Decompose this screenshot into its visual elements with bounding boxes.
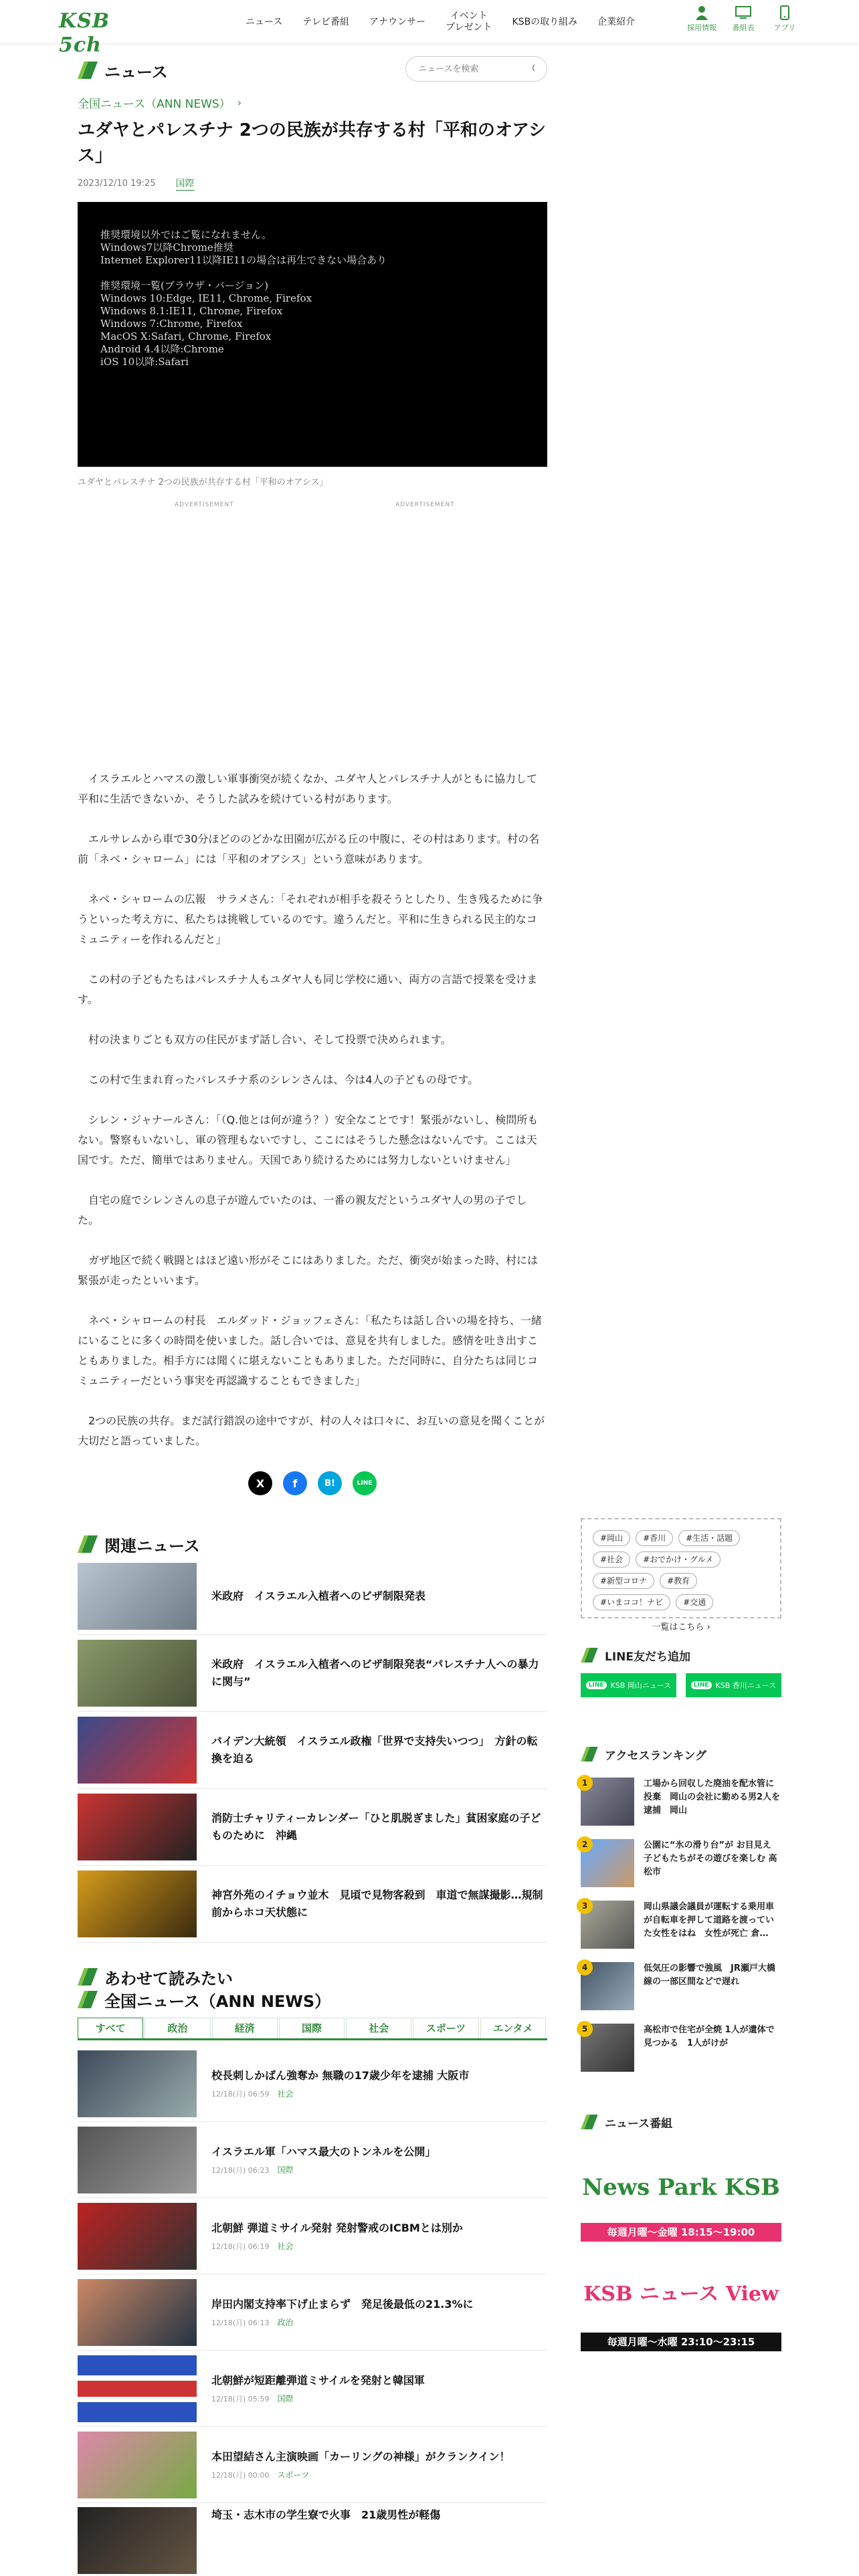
tab-economy[interactable]: 経済	[212, 2018, 278, 2038]
news-item-date: 12/18(月) 06:23	[211, 2166, 270, 2175]
ranking-item[interactable]	[581, 2024, 781, 2085]
also-read-title: あわせて読みたい	[104, 1969, 233, 1988]
tv-schedule-label: 番組表	[732, 23, 755, 32]
global-nav	[235, 0, 645, 44]
tags-more-link[interactable]	[593, 1620, 769, 1632]
tab-politics[interactable]: 政治	[145, 2018, 210, 2038]
paragraph: イスラエルとハマスの激しい軍事衝突が続くなか、ユダヤ人とパレスチナ人がともに協力して平和に生活できないか、そうした試みを続けている村があります。	[78, 772, 538, 805]
article-title: ユダヤとパレスチナ 2つの民族が共存する村「平和のオアシス」	[78, 120, 547, 166]
line-okayama-label: KSB 岡山ニュース	[610, 1681, 672, 1690]
rank-number: 3	[577, 1898, 593, 1914]
article-body	[78, 769, 547, 1451]
related-item[interactable]	[78, 1635, 547, 1712]
news-item-category: 社会	[277, 2089, 294, 2099]
rank-number: 5	[577, 2021, 593, 2037]
nav-company[interactable]: 企業紹介	[597, 16, 636, 27]
share-facebook-button[interactable]: f	[283, 1471, 307, 1495]
paragraph: この村で生まれ育ったパレスチナ系のシレンさんは、今は4人の子どもの母です。	[88, 1073, 479, 1086]
ranking-title: アクセスランキング	[605, 1749, 706, 1763]
thumbnail	[78, 2432, 197, 2498]
ranking-item[interactable]	[581, 1901, 781, 1962]
news-item-title: 本田望結さん主演映画「カーリングの神様」がクランクイン！	[211, 2450, 510, 2463]
sidebar	[581, 1518, 781, 2351]
line-okayama-button[interactable]	[581, 1673, 676, 1697]
site-header	[0, 0, 859, 57]
news-item-title: 埼玉・志木市の学生寮で火事 21歳男性が軽傷	[211, 2508, 441, 2521]
news-item-date: 12/18(月) 00:00	[211, 2471, 270, 2480]
news-item[interactable]	[78, 2046, 547, 2122]
news-item-category: 国際	[277, 2165, 294, 2175]
related-title: 関連ニュース	[104, 1536, 200, 1555]
ad-label-right: ADVERTISEMENT	[395, 502, 455, 508]
tv-icon	[735, 5, 751, 20]
tag-okayama[interactable]: #岡山	[593, 1530, 630, 1546]
thumbnail	[78, 2050, 197, 2117]
leaf-icon	[78, 1991, 98, 2008]
line-kagawa-label: KSB 香川ニュース	[715, 1681, 777, 1690]
site-logo[interactable]: KSB 5ch	[59, 9, 110, 57]
thumbnail	[78, 1717, 197, 1784]
tag-society[interactable]: #社会	[593, 1551, 630, 1568]
news-item[interactable]	[78, 2427, 547, 2503]
paragraph: 自宅の庭でシレンさんの息子が遊んでいたのは、一番の親友だというユダヤ人の男の子でした。	[78, 1194, 527, 1226]
news-item-title: イスラエル軍「ハマス最大のトンネルを公開」	[211, 2145, 436, 2158]
nav-initiatives[interactable]: KSBの取り組み	[512, 16, 578, 27]
tags-more-label: 一覧はこちら	[652, 1622, 704, 1632]
news-item-title: 北朝鮮 弾道ミサイル発射 発射警戒のICBMとは別か	[211, 2222, 463, 2234]
paragraph: 2つの民族の共存。まだ試行錯誤の途中ですが、村の人々は口々に、お互いの意見を聞くことが大切だと語っていました。	[78, 1414, 545, 1447]
tag-imakoko[interactable]: #いまココ！ナビ	[593, 1594, 670, 1610]
related-item[interactable]	[78, 1789, 547, 1866]
news-item[interactable]	[78, 2198, 547, 2274]
related-item-title: 米政府 イスラエル入植者へのビザ制限発表“パレスチナ人への暴力に関与”	[211, 1658, 539, 1688]
recruit-link[interactable]	[681, 5, 723, 33]
news-item-date: 12/18(月) 05:59	[211, 2395, 270, 2403]
ranking-item-title: 工場から回収した廃油を配水管に投棄 岡山の会社に勤める男2人を逮捕 岡山	[644, 1779, 781, 1816]
tv-schedule-link[interactable]	[723, 5, 764, 33]
share-hatena-button[interactable]: B!	[318, 1471, 342, 1495]
main-column	[78, 44, 547, 1495]
article-date: 2023/12/10 19:25	[78, 178, 156, 189]
tag-panel	[581, 1518, 781, 1632]
category-link-label: 全国ニュース（ANN NEWS）	[78, 97, 231, 111]
nav-announcers[interactable]: アナウンサー	[369, 16, 426, 27]
tag-kagawa[interactable]: #香川	[636, 1530, 673, 1546]
news-item[interactable]	[78, 2503, 547, 2557]
program-time-view: 毎週月曜～水曜 23:10～23:15	[581, 2333, 781, 2351]
news-item-category: 国際	[277, 2394, 294, 2403]
paragraph: ガザ地区で続く戦闘とはほど遠い形がそこにはありました。ただ、衝突が始まった時、村には緊張が走ったといいます。	[78, 1254, 539, 1287]
paragraph: 村の決まりごとも双方の住民がまず話し合い、そして投票で決められます。	[88, 1033, 452, 1046]
news-item[interactable]	[78, 2122, 547, 2198]
news-item-title: 岸田内閣支持率下げ止まらず 発足後最低の21.3%に	[211, 2298, 474, 2311]
line-icon: LINE	[586, 1681, 607, 1689]
recruit-label: 採用情報	[687, 23, 717, 32]
nav-news[interactable]: ニュース	[246, 16, 283, 27]
ranking-item-title: 高松市で住宅が全焼 1人が遺体で見つかる 1人がけが	[644, 2025, 775, 2048]
news-item-date: 12/18(月) 06:59	[211, 2090, 270, 2099]
thumbnail	[78, 1640, 197, 1707]
news-item-title: 北朝鮮が短距離弾道ミサイルを発射と韓国軍	[211, 2374, 425, 2387]
video-caption: ユダヤとパレスチナ 2つの民族が共存する村「平和のオアシス」	[78, 477, 328, 488]
category-link[interactable]	[78, 95, 547, 110]
programs-title: ニュース番組	[605, 2117, 673, 2131]
tag-gourmet[interactable]: #おでかけ・グルメ	[636, 1551, 721, 1568]
thumbnail	[78, 2203, 197, 2270]
app-label: アプリ	[773, 23, 796, 32]
program-banner-view[interactable]	[581, 2251, 781, 2351]
ranking-item[interactable]	[581, 1839, 781, 1901]
tag-traffic[interactable]: #交通	[676, 1594, 713, 1610]
news-item-category: 政治	[277, 2318, 294, 2327]
program-logo-view: KSB ニュース View	[583, 2282, 779, 2306]
line-icon: LINE	[691, 1681, 712, 1689]
thumbnail	[78, 2355, 197, 2422]
leaf-icon	[581, 1648, 598, 1662]
thumbnail	[78, 1563, 197, 1630]
ranking-item-title: 岡山県議会議員が運転する乗用車が自転車を押して道路を渡っていた女性をはね 女性が死亡 倉…	[644, 1902, 775, 1939]
leaf-icon	[78, 1535, 98, 1553]
tag-covid[interactable]: #新型コロナ	[593, 1573, 654, 1589]
ranking-item[interactable]	[581, 1962, 781, 2024]
section-title: ニュース	[104, 62, 168, 82]
program-banner-newspark[interactable]	[581, 2152, 781, 2242]
news-item-category: スポーツ	[277, 2470, 310, 2480]
leaf-icon	[78, 1968, 98, 1985]
news-item-date: 12/18(月) 06:19	[211, 2242, 270, 2251]
tab-all[interactable]: すべて	[78, 2018, 143, 2038]
tag-education[interactable]: #教育	[660, 1573, 697, 1589]
program-time-newspark: 毎週月曜～金曜 18:15～19:00	[581, 2223, 781, 2242]
news-item-title: 校長刺しかばん強奪か 無職の17歳少年を逮捕 大阪市	[211, 2069, 470, 2082]
program-logo-newspark: News Park KSB	[582, 2174, 780, 2201]
thumbnail	[78, 2127, 197, 2193]
search-input[interactable]	[418, 64, 532, 74]
ranking-item[interactable]	[581, 1778, 781, 1839]
news-item[interactable]	[78, 2274, 547, 2351]
national-news-title: 全国ニュース（ANN NEWS）	[104, 1992, 331, 2011]
chevron-right-icon: ›	[706, 1622, 710, 1632]
ad-label-left: ADVERTISEMENT	[175, 502, 234, 508]
related-item-title: 神宮外苑のイチョウ並木 見頃で見物客殺到 車道で無謀撮影…規制前からホコ天状態に	[211, 1889, 543, 1919]
ranking-item-title: 公園に“氷の滑り台”が お目見え 子どもたちがその遊びを楽しむ 高松市	[644, 1840, 777, 1877]
search-icon[interactable]	[532, 64, 535, 74]
share-line-button[interactable]: LINE	[353, 1471, 377, 1495]
video-player[interactable]: 推奨環境以外ではご覧になれません。 Windows7以降Chrome推奨 Internet Explorer11以降IE11の場合は再生できない場合あり 推奨環境一覧(ブラウザ・バージョン) Windows 10:Edge, IE11, Chrome, Firefox Windows 8.1:IE11, Chrome, Firefox Windows 7:Chrome, Firefox MacOS X:Safari, Chrome, Firefox Android 4.4以降:Chrome iOS 10以降:Safari	[78, 202, 547, 467]
phone-icon	[779, 5, 790, 20]
related-item[interactable]	[78, 1558, 547, 1635]
tag-life[interactable]: #生活・話題	[678, 1530, 740, 1546]
chevron-right-icon: ›	[237, 96, 242, 109]
thumbnail	[78, 1794, 197, 1860]
related-item-title: バイデン大統領 イスラエル政権「世界で支持失いつつ」 方針の転換を迫る	[211, 1735, 538, 1765]
search-box[interactable]	[405, 56, 547, 82]
rank-number: 2	[577, 1836, 593, 1852]
line-title: LINE友だち追加	[605, 1650, 690, 1664]
app-link[interactable]	[764, 5, 805, 33]
related-news	[78, 1534, 547, 2557]
article-category-tag[interactable]: 国際	[176, 177, 195, 191]
leaf-icon	[78, 62, 98, 79]
related-item-title: 米政府 イスラエル入植者へのビザ制限発表	[211, 1590, 425, 1602]
paragraph: ネベ・シャロームの広報 サラメさん：「それぞれが相手を殺そうとしたり、生き残るために争うといった考え方に、私たちは挑戦しているのです。違うんだと。平和に生きられる民主的なコミュニティーを作れるんだと」	[78, 893, 543, 946]
nav-events[interactable]: イベント プレゼント	[446, 11, 492, 33]
share-x-button[interactable]: X	[248, 1471, 272, 1495]
paragraph: ネベ・シャロームの村長 エルダッド・ジョッフェさん：「私たちは話し合いの場を持ち、一緒にいることに多くの時間を使いました。話し合いでは、意見を共有しました。感情を吐き出すこともありました。相手方には聞くに堪えないこともありました。ただ同時に、自分たちは同じコミュニティーだという事実を再認識することもできました」	[78, 1314, 542, 1387]
paragraph: この村の子どもたちはパレスチナ人もユダヤ人も同じ学校に通い、両方の言語で授業を受けます。	[78, 973, 538, 1006]
person-icon	[695, 5, 708, 20]
nav-tv-programs[interactable]: テレビ番組	[302, 16, 350, 27]
tab-international[interactable]: 国際	[279, 2018, 345, 2038]
rank-number: 4	[577, 1959, 593, 1975]
thumbnail	[78, 2507, 197, 2574]
leaf-icon	[581, 1747, 598, 1761]
related-item[interactable]	[78, 1866, 547, 1943]
ad-area	[78, 502, 547, 769]
tab-entertainment[interactable]: エンタメ	[480, 2018, 546, 2038]
paragraph: シレン・ジャナールさん：「（Q.他とは何が違う？）安全なことです！緊張がないし、検問所もない。警察もいないし、軍の管理もないですし、ここにはそうした懸念はないんです。ここは天国です。ただ、簡単ではありません。天国であり続けるためには努力しないといけません」	[78, 1113, 539, 1166]
share-buttons	[78, 1471, 547, 1495]
tab-sports[interactable]: スポーツ	[413, 2018, 478, 2038]
paragraph: エルサレムから車で30分ほどののどかな田園が広がる丘の中腹に、その村はあります。村の名前「ネベ・シャローム」には「平和のオアシス」という意味があります。	[78, 833, 540, 865]
line-kagawa-button[interactable]	[686, 1673, 781, 1697]
related-item-title: 消防士チャリティーカレンダー「ひと肌脱ぎました」貧困家庭の子どものために 沖縄	[211, 1812, 541, 1842]
news-item-category: 社会	[277, 2242, 294, 2251]
tab-society[interactable]: 社会	[346, 2018, 411, 2038]
leaf-icon	[581, 2115, 598, 2129]
related-item[interactable]	[78, 1712, 547, 1789]
thumbnail	[78, 2279, 197, 2346]
thumbnail	[78, 1870, 197, 1937]
news-item[interactable]	[78, 2351, 547, 2427]
rank-number: 1	[577, 1775, 593, 1791]
ranking-item-title: 低気圧の影響で強風 JR瀬戸大橋線の一部区間などで遅れ	[644, 1963, 775, 1987]
news-item-date: 12/18(月) 06:13	[211, 2319, 270, 2327]
category-tabs	[78, 2018, 547, 2040]
